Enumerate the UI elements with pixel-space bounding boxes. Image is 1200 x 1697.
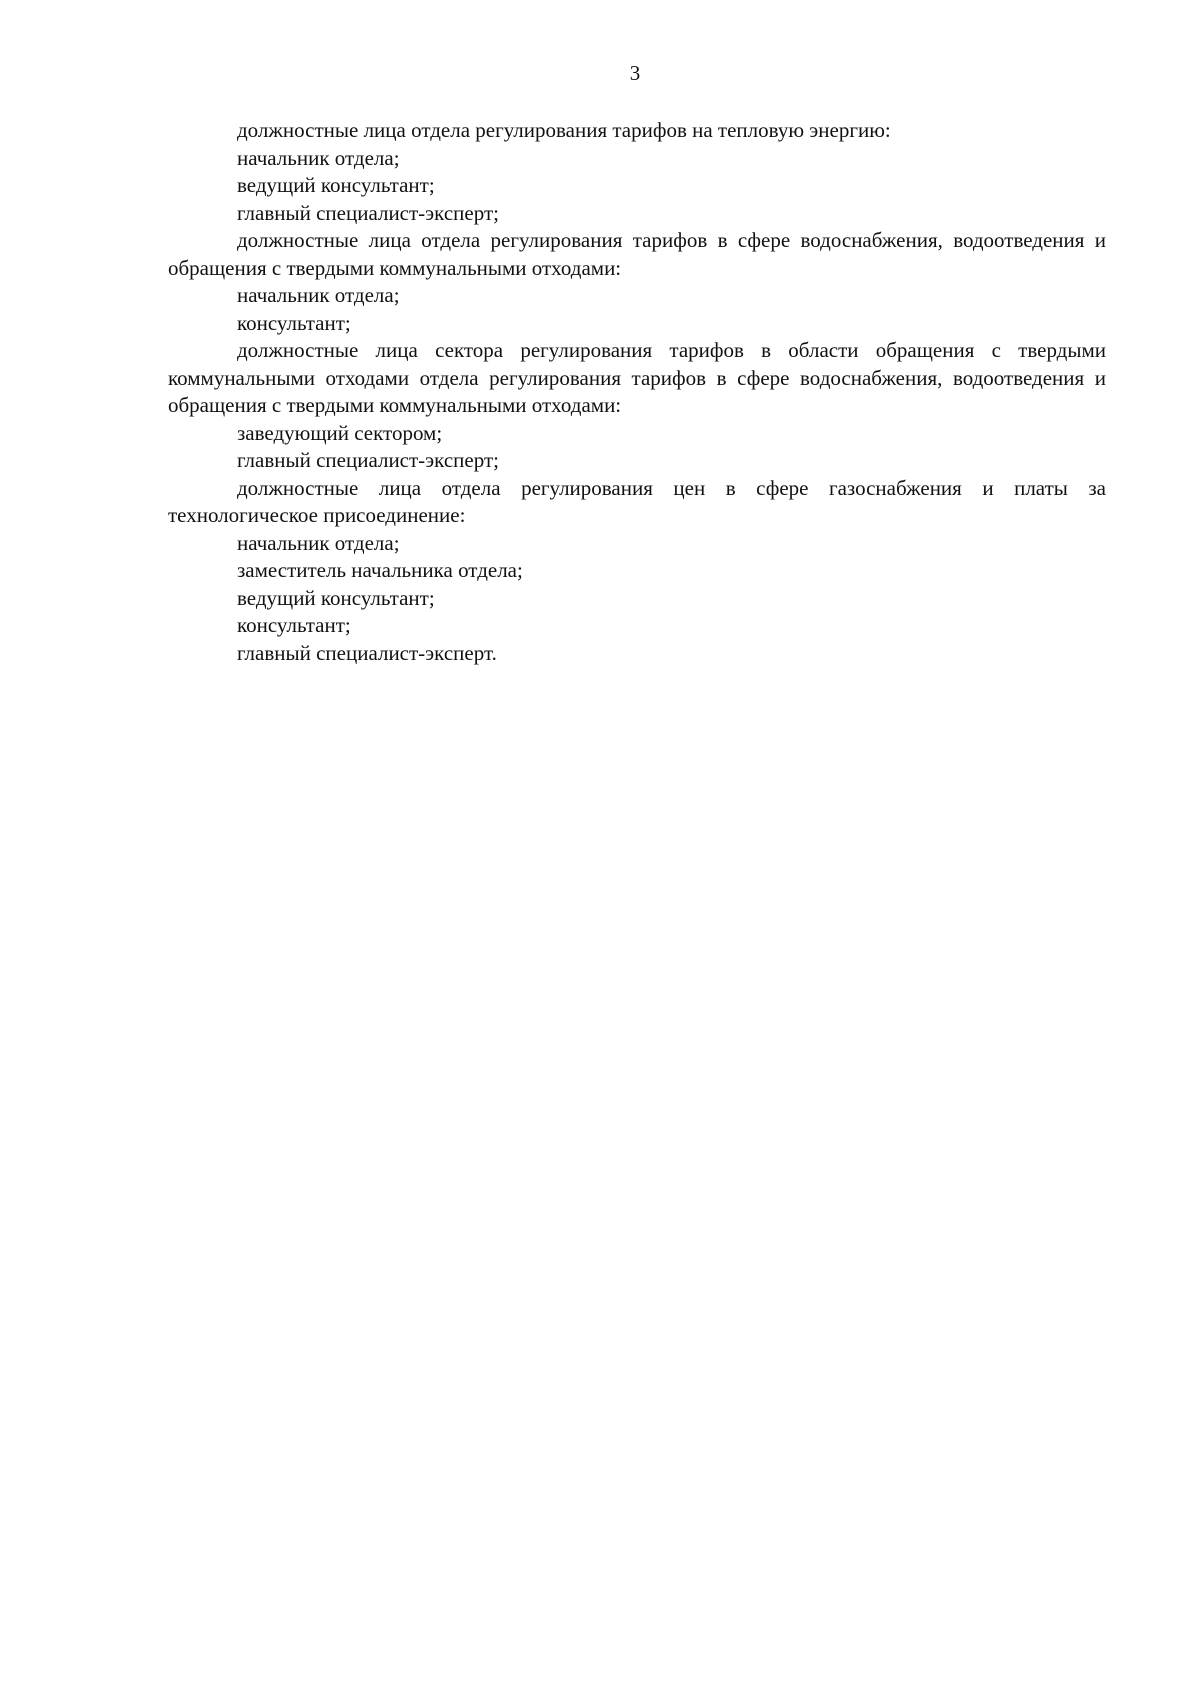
section-heading-water-supply: должностные лица отдела регулирования тарифов в сфере водоснабжения, водоотведения и обращения с твердыми коммунальными отходами: — [168, 228, 1106, 280]
position-item: консультант; — [237, 310, 351, 335]
position-item: главный специалист-эксперт. — [237, 640, 497, 665]
position-item: главный специалист-эксперт; — [237, 200, 499, 225]
section-heading-solid-waste-sector: должностные лица сектора регулирования тарифов в области обращения с твердыми коммунальными отходами отдела регулирования тарифов в сфере водоснабжения, водоотведения и обращения с твердыми коммунальными отходами: — [168, 338, 1106, 417]
section-heading-gas-supply: должностные лица отдела регулирования цен в сфере газоснабжения и платы за технологическое присоединение: — [168, 475, 1106, 527]
position-item: ведущий консультант; — [237, 585, 435, 610]
position-item: заведующий сектором; — [237, 420, 443, 445]
position-item: заместитель начальника отдела; — [237, 558, 523, 582]
position-item: начальник отдела; — [237, 530, 400, 555]
document-body — [168, 117, 1106, 667]
position-item: ведущий консультант; — [237, 173, 435, 197]
position-item: консультант; — [237, 613, 351, 637]
position-item: начальник отдела; — [237, 283, 400, 307]
section-heading-heat-energy: должностные лица отдела регулирования тарифов на тепловую энергию: — [237, 118, 891, 142]
page-number: 3 — [629, 61, 641, 85]
position-item: главный специалист-эксперт; — [237, 448, 499, 472]
position-item: начальник отдела; — [237, 145, 400, 170]
